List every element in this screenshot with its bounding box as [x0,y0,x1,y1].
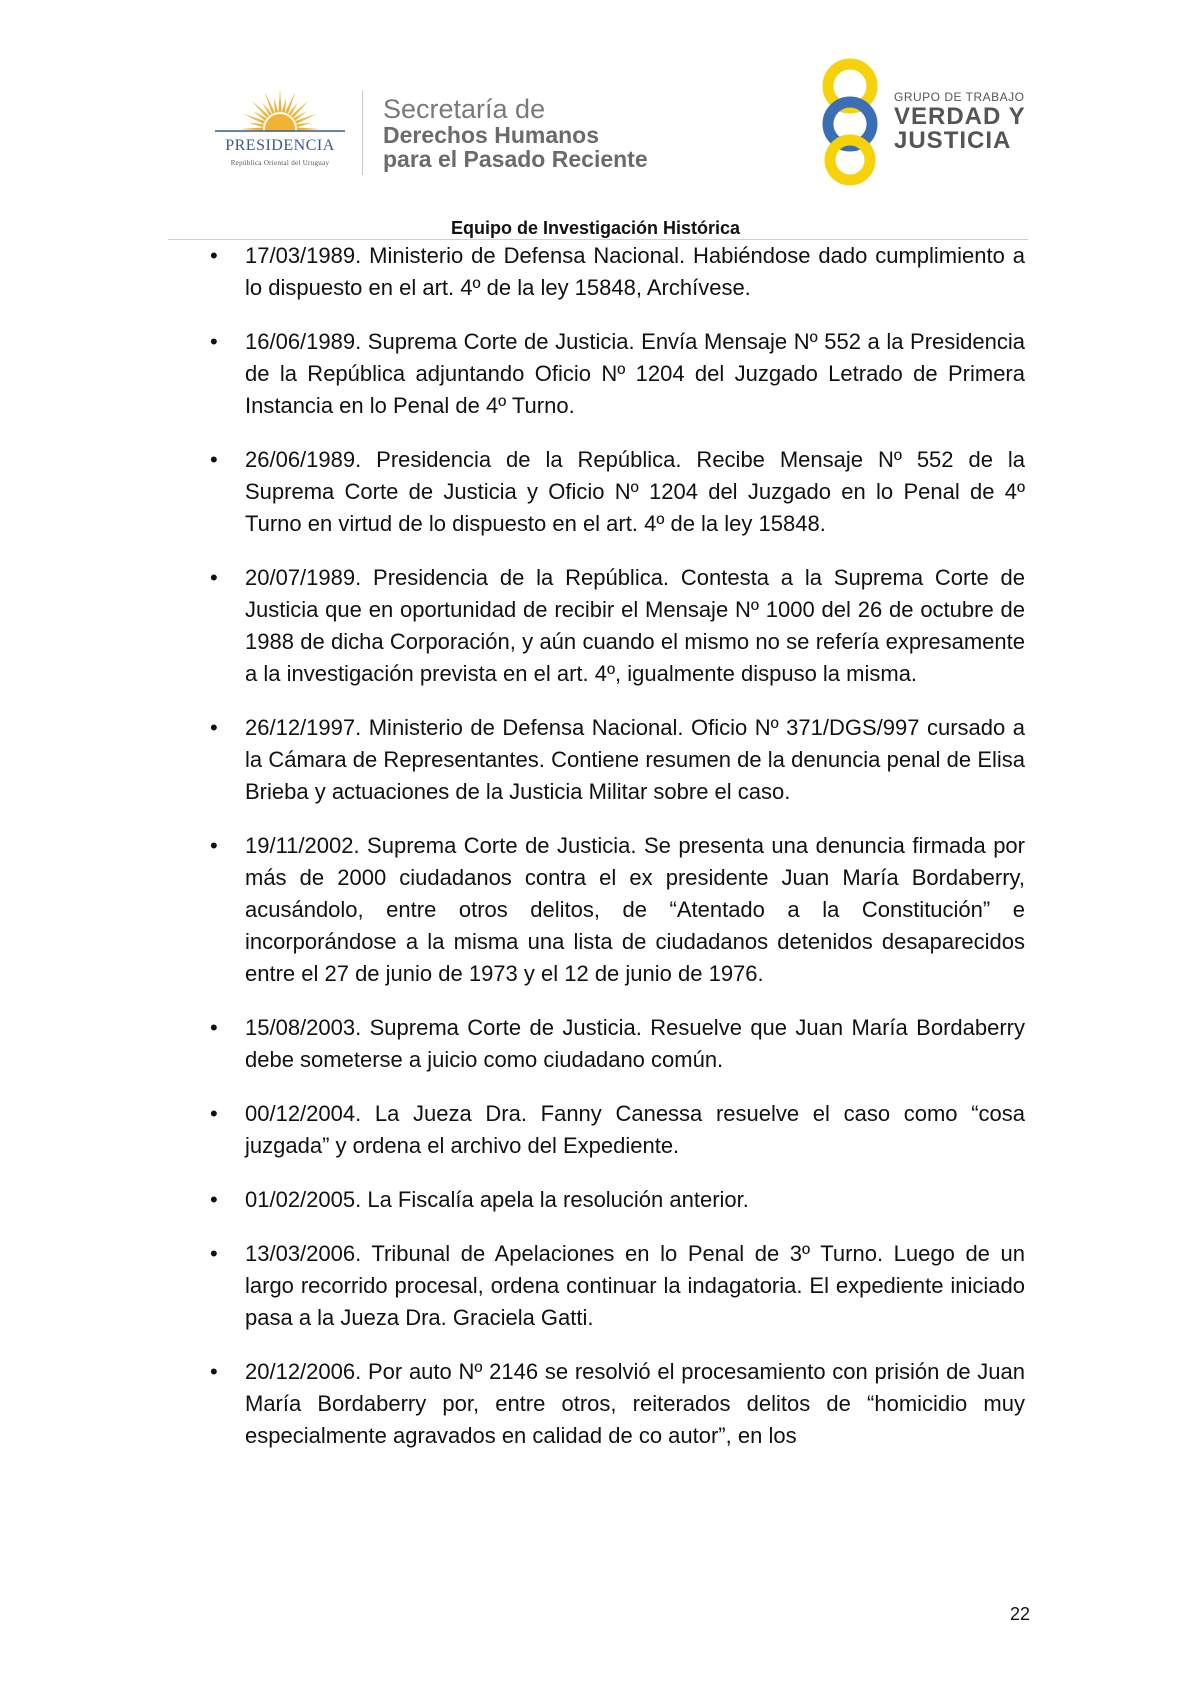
list-item [205,444,1025,540]
linked-rings-icon [820,56,890,186]
list-item [205,712,1025,808]
bullet-icon: • [210,1187,218,1212]
vyj-title-line-2: JUSTICIA [894,127,1012,154]
list-item [205,830,1025,990]
entry-text: 19/11/2002. Suprema Corte de Justicia. Se presenta una denuncia firmada por más de 2000 ciudadanos contra el ex presidente Juan María Bordaberry, acusándolo, entre otros delitos, de “Atentado a la Constitución” e incorporándose a la misma una lista de ciudadanos detenidos desaparecidos entre el 27 de junio de 1973 y el 12 de junio de 1976. [245,833,1025,986]
presidencia-logo [205,85,355,175]
bullet-icon: • [210,1241,218,1266]
bullet-icon: • [210,565,218,590]
presidencia-subtitle: República Oriental del Uruguay [230,159,330,167]
secretaria-line-1: Secretaría de [383,94,546,124]
page-header [0,0,1191,240]
bullet-icon: • [210,1359,218,1384]
bullet-icon: • [210,329,218,354]
entry-text: 26/12/1997. Ministerio de Defensa Nacional. Oficio Nº 371/DGS/997 cursado a la Cámara de Representantes. Contiene resumen de la denuncia penal de Elisa Brieba y actuaciones de la Justicia Militar sobre el caso. [245,715,1025,804]
sun-ray [296,123,311,127]
logo-divider [362,90,363,175]
verdad-y-justicia-logo [820,56,1040,186]
entry-text: 01/02/2005. La Fiscalía apela la resolución anterior. [245,1187,749,1212]
entry-text: 26/06/1989. Presidencia de la República. Recibe Mensaje Nº 552 de la Suprema Corte de Justicia y Oficio Nº 1204 del Juzgado en lo Penal de 4º Turno en virtud de lo dispuesto en el art. 4º de la ley 15848. [245,447,1025,536]
sun-ray [295,114,317,124]
entry-text: 16/06/1989. Suprema Corte de Justicia. Envía Mensaje Nº 552 a la Presidencia de la República adjuntando Oficio Nº 1204 del Juzgado Letrado de Primera Instancia en lo Penal de 4º Turno. [245,329,1025,418]
secretaria-logo-text [383,95,648,171]
bullet-icon: • [210,447,218,472]
presidencia-name: PRESIDENCIA [225,137,335,154]
bullet-icon: • [210,715,218,740]
list-item [205,1356,1025,1452]
list-item [205,562,1025,690]
vyj-subtitle: GRUPO DE TRABAJO [894,90,1025,104]
bullet-icon: • [210,1101,218,1126]
secretaria-line-3: para el Pasado Reciente [383,146,648,172]
sun-ray [282,98,286,113]
sun-ray [243,114,265,124]
bullet-icon: • [210,243,218,268]
bullet-icon: • [210,1015,218,1040]
vyj-title-line-1: VERDAD Y [894,103,1026,130]
entry-text: 00/12/2004. La Jueza Dra. Fanny Canessa resuelve el caso como “cosa juzgada” y ordena el archivo del Expediente. [245,1101,1025,1158]
sun-ray [297,127,320,130]
list-item [205,326,1025,422]
entry-text: 20/07/1989. Presidencia de la República. Contesta a la Suprema Corte de Justicia que en oportunidad de recibir el Mensaje Nº 1000 del 26 de octubre de 1988 de dicha Corporación, y aún cuando el mismo no se refería expresamente a la investigación prevista en el art. 4º, igualmente dispuso la misma. [245,565,1025,686]
sun-ray [278,89,281,112]
sun-emblem-icon [205,85,355,141]
list-item [205,1098,1025,1162]
entry-text: 17/03/1989. Ministerio de Defensa Nacional. Habiéndose dado cumplimiento a lo dispuesto en el art. 4º de la ley 15848, Archívese. [245,243,1025,300]
entry-text: 15/08/2003. Suprema Corte de Justicia. Resuelve que Juan María Bordaberry debe someterse a juicio como ciudadano común. [245,1015,1025,1072]
secretaria-line-2: Derechos Humanos [383,122,600,148]
page-number: 22 [1009,1604,1030,1624]
entry-text: 13/03/2006. Tribunal de Apelaciones en lo Penal de 3º Turno. Luego de un largo recorrido procesal, ordena continuar la indagatoria. El expediente iniciado pasa a la Jueza Dra. Graciela Gatti. [245,1241,1025,1330]
entry-text: 20/12/2006. Por auto Nº 2146 se resolvió el procesamiento con prisión de Juan María Bordaberry por, entre otros, reiterados delitos de “homicidio muy especialmente agravados en calidad de co autor”, en los [245,1359,1025,1448]
sun-ray [265,92,275,114]
team-heading: Equipo de Investigación Histórica [450,218,741,238]
chronology-list [205,240,1025,1474]
list-item [205,1184,1025,1216]
list-item [205,1012,1025,1076]
sun-ray [249,123,264,127]
bullet-icon: • [210,833,218,858]
list-item [205,1238,1025,1334]
sun-ray [240,127,263,130]
sun-ray [274,98,278,113]
list-item [205,240,1025,304]
sun-ray [285,92,295,114]
